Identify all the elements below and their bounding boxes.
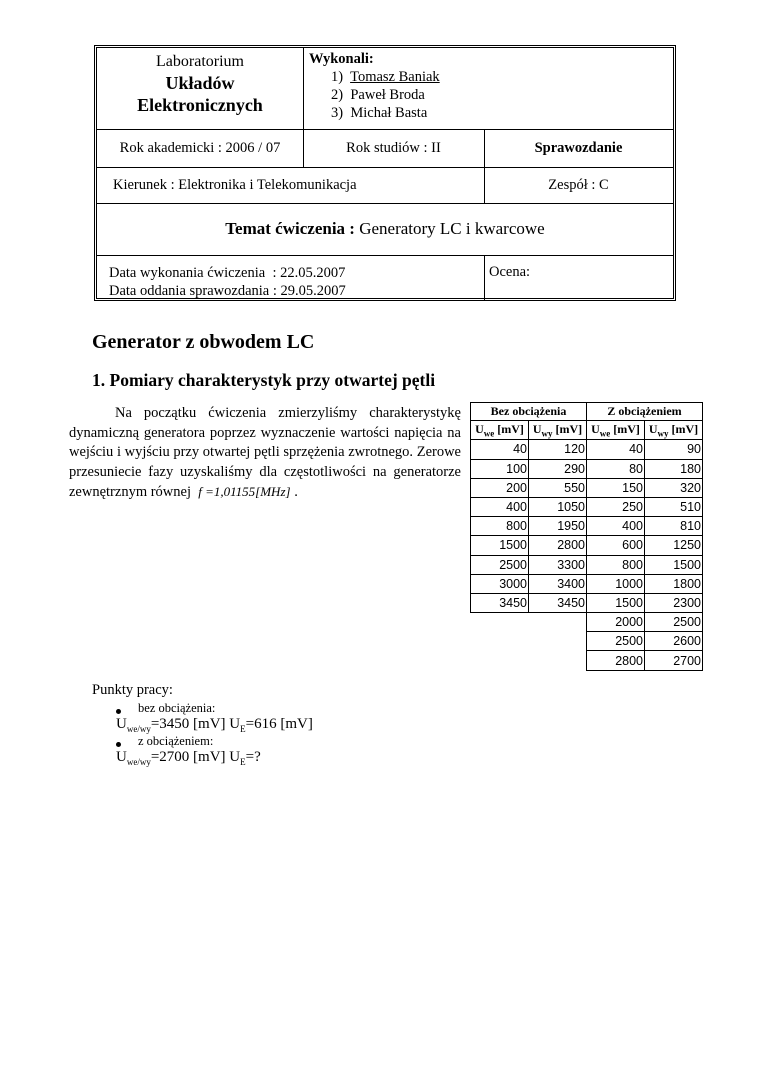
table-cell <box>471 651 529 670</box>
table-cell: 120 <box>529 440 587 459</box>
table-cell: 1500 <box>645 555 703 574</box>
lab-title-line2: Układów <box>165 73 235 93</box>
header-divider <box>97 255 673 256</box>
table-cell: 1000 <box>587 574 645 593</box>
table-row <box>471 574 703 593</box>
table-cell: 2300 <box>645 593 703 612</box>
table-cell: 800 <box>471 517 529 536</box>
exercise-topic <box>97 203 673 255</box>
column-header: $U_{we}$ [mV] <box>471 421 529 440</box>
table-row <box>471 632 703 651</box>
table-row <box>471 536 703 555</box>
paragraph-text: Na początku ćwiczenia zmierzyliśmy charakterystykę dynamiczną generatora poprzez wyznaczenie wartości napięcia na wejściu i wyjściu przy otwartej pętli sprzężenia zwrotnego. Zerowe przesuniecie fazy uzyskaliśmy dla częstotliwości na generatorze zewnętrznym równej <box>69 405 461 500</box>
no-load-label: bez obciążenia: <box>138 701 216 715</box>
ue-value: =? <box>245 749 261 765</box>
table-row <box>471 497 703 516</box>
table-cell: 150 <box>587 478 645 497</box>
bullet-icon <box>116 742 121 747</box>
academic-year: Rok akademicki : 2006 / 07 <box>119 139 281 156</box>
author-name: Tomasz Baniak <box>350 69 440 85</box>
table-cell: 250 <box>587 497 645 516</box>
column-header: $U_{wy}$ [mV] <box>529 421 587 440</box>
frequency-formula: f =1,01155[MHz] <box>198 484 291 499</box>
table-row <box>471 555 703 574</box>
table-cell: 2000 <box>587 613 645 632</box>
table-cell: 3450 <box>471 593 529 612</box>
table-row <box>471 613 703 632</box>
table-cell: 800 <box>587 555 645 574</box>
load-label: z obciążeniem: <box>138 734 214 748</box>
table-cell: 2700 <box>645 651 703 670</box>
table-cell: 200 <box>471 478 529 497</box>
table-cell: 3450 <box>529 593 587 612</box>
table-cell: 550 <box>529 478 587 497</box>
table-cell: 90 <box>645 440 703 459</box>
author-number: 1) <box>331 69 344 85</box>
author-item <box>309 68 669 86</box>
execution-date: Data wykonania ćwiczenia : 22.05.2007 <box>109 265 346 281</box>
operating-points-title: Punkty pracy: <box>92 682 173 698</box>
team: Zespół : C <box>548 176 609 193</box>
table-cell <box>471 632 529 651</box>
column-header: $U_{wy}$ [mV] <box>645 421 703 440</box>
table-cell: 2500 <box>587 632 645 651</box>
table-cell: 400 <box>471 497 529 516</box>
study-year: Rok studiów : II <box>346 139 441 156</box>
table-cell: 100 <box>471 459 529 478</box>
table-cell: 600 <box>587 536 645 555</box>
table-cell: 1250 <box>645 536 703 555</box>
table-cell: 180 <box>645 459 703 478</box>
grade-label: Ocena: <box>489 264 531 280</box>
u-value: =3450 [mV] U <box>150 716 241 732</box>
lab-title <box>97 52 303 116</box>
table-cell: 510 <box>645 497 703 516</box>
column-header: $U_{we}$ [mV] <box>587 421 645 440</box>
table-cell: 40 <box>471 440 529 459</box>
table-cell <box>529 613 587 632</box>
no-load-values <box>116 716 313 734</box>
lab-title-line3: Elektronicznych <box>137 95 263 115</box>
table-cell: 40 <box>587 440 645 459</box>
topic-label: Temat ćwiczenia : <box>225 219 355 238</box>
table-cell: 1500 <box>587 593 645 612</box>
table-cell <box>471 613 529 632</box>
table-cell: 810 <box>645 517 703 536</box>
table-cell: 1050 <box>529 497 587 516</box>
header-divider <box>484 255 485 301</box>
table-cell: 1800 <box>645 574 703 593</box>
author-name: Michał Basta <box>350 105 428 121</box>
authors-block <box>309 50 669 122</box>
report-type: Sprawozdanie <box>534 139 623 156</box>
subsection-title: 1. Pomiary charakterystyk przy otwartej pętli <box>92 370 436 390</box>
bullet-icon <box>116 709 121 714</box>
table-cell <box>529 632 587 651</box>
table-cell <box>529 651 587 670</box>
author-name: Paweł Broda <box>350 87 425 103</box>
table-cell: 80 <box>587 459 645 478</box>
table-row <box>471 593 703 612</box>
measurement-table <box>470 402 703 671</box>
table-body <box>471 440 703 670</box>
u-value: =2700 [mV] U <box>150 749 241 765</box>
ue-value: =616 [mV] <box>245 716 313 732</box>
table-cell: 320 <box>645 478 703 497</box>
table-row <box>471 440 703 459</box>
table-cell: 2500 <box>471 555 529 574</box>
section-title: Generator z obwodem LC <box>92 331 315 353</box>
submission-date: Data oddania sprawozdania : 29.05.2007 <box>109 283 346 299</box>
group-header: Z obciążeniem <box>587 403 703 421</box>
table-cell: 3300 <box>529 555 587 574</box>
u-subscript: we/wy <box>126 724 151 734</box>
author-item <box>309 104 669 122</box>
table-cell: 2600 <box>645 632 703 651</box>
ue-subscript: E <box>240 757 246 767</box>
dates-block <box>109 264 479 300</box>
table-cell: 2500 <box>645 613 703 632</box>
ue-subscript: E <box>240 724 246 734</box>
paragraph-end: . <box>294 484 298 500</box>
u-symbol: U <box>116 716 127 732</box>
intro-paragraph <box>69 404 461 503</box>
author-item <box>309 86 669 104</box>
table-cell: 290 <box>529 459 587 478</box>
authors-label: Wykonali: <box>309 51 374 67</box>
column-header-row <box>471 421 703 440</box>
table-row <box>471 517 703 536</box>
group-header: Bez obciążenia <box>471 403 587 421</box>
load-values <box>116 749 261 767</box>
lab-title-line1: Laboratorium <box>156 53 244 70</box>
table-row <box>471 478 703 497</box>
u-subscript: we/wy <box>126 757 151 767</box>
table-cell: 1500 <box>471 536 529 555</box>
table-row <box>471 459 703 478</box>
u-symbol: U <box>116 749 127 765</box>
field-of-study: Kierunek : Elektronika i Telekomunikacja <box>113 176 357 193</box>
table-cell: 3000 <box>471 574 529 593</box>
table-cell: 400 <box>587 517 645 536</box>
table-cell: 2800 <box>587 651 645 670</box>
report-header-table <box>94 45 676 301</box>
table-cell: 3400 <box>529 574 587 593</box>
author-number: 3) <box>331 105 344 121</box>
table-row <box>471 651 703 670</box>
author-number: 2) <box>331 87 344 103</box>
topic-value: Generatory LC i kwarcowe <box>359 219 545 238</box>
table-cell: 2800 <box>529 536 587 555</box>
table-cell: 1950 <box>529 517 587 536</box>
